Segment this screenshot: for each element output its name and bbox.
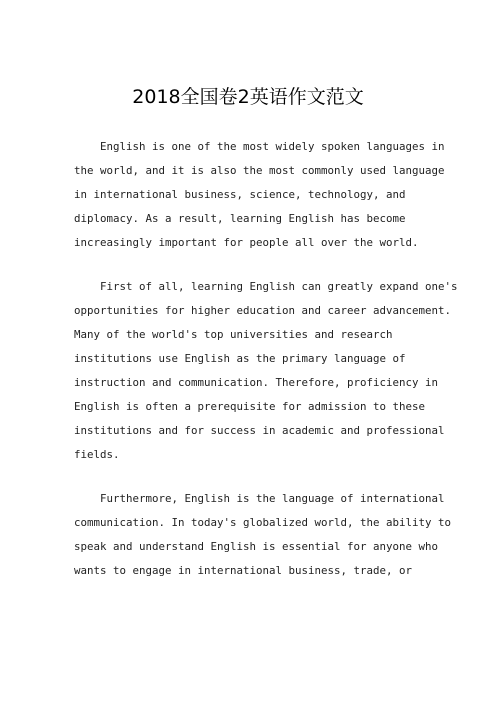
paragraph — [74, 275, 458, 467]
text-line: English is often a prerequisite for admission to these — [74, 400, 426, 413]
document-title: 2018全国卷2英语作文范文 — [132, 86, 364, 108]
text-line: institutions and for success in academic and professional — [74, 424, 445, 437]
text-line: instruction and communication. Therefore, proficiency in — [74, 376, 439, 389]
paragraph — [74, 135, 445, 255]
text-line: communication. In today's globalized world, the ability to — [74, 516, 452, 529]
text-line: fields. — [74, 448, 120, 461]
text-line: institutions use English as the primary language of — [74, 352, 406, 365]
text-line: the world, and it is also the most commonly used language — [74, 164, 445, 177]
text-line: Furthermore, English is the language of international — [74, 492, 445, 505]
text-line: English is one of the most widely spoken languages in — [74, 140, 445, 153]
text-line: First of all, learning English can greatly expand one's — [74, 280, 458, 293]
text-line: Many of the world's top universities and research — [74, 328, 393, 341]
text-line: wants to engage in international business, trade, or — [74, 564, 413, 577]
text-line: opportunities for higher education and career advancement. — [74, 304, 452, 317]
paragraph — [74, 487, 452, 583]
document-body — [74, 135, 458, 603]
text-line: diplomacy. As a result, learning English has become — [74, 212, 406, 225]
text-line: increasingly important for people all over the world. — [74, 236, 419, 249]
text-line: speak and understand English is essential for anyone who — [74, 540, 439, 553]
text-line: in international business, science, technology, and — [74, 188, 406, 201]
